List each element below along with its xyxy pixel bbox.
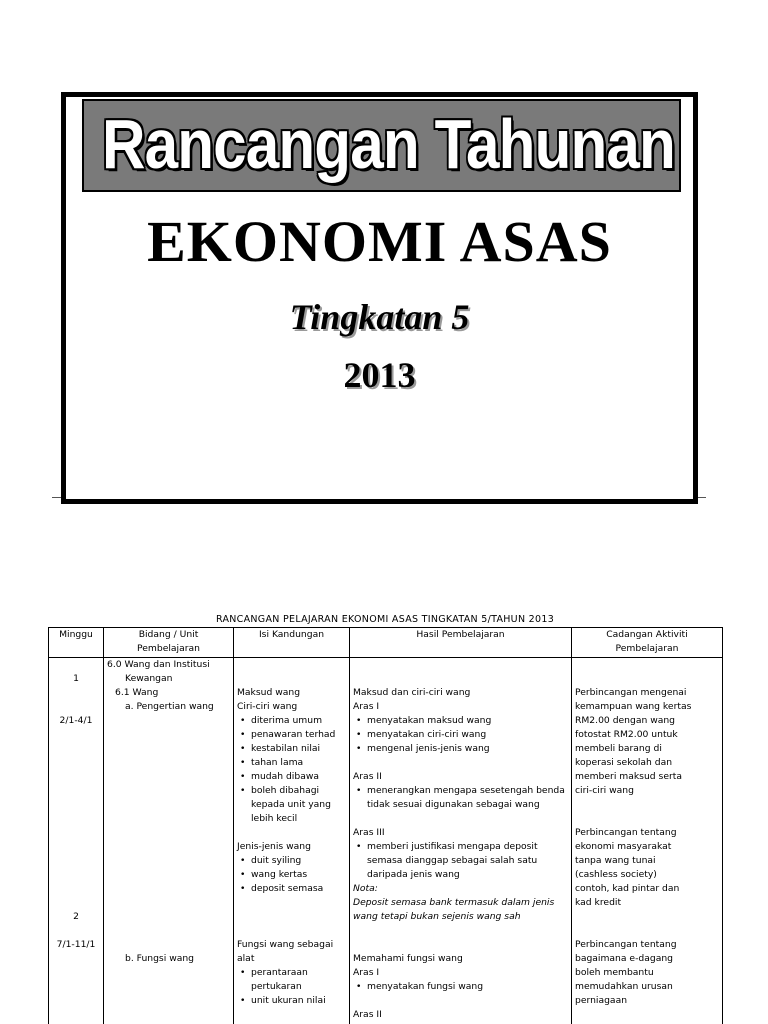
header-activity: Cadangan Aktiviti Pembelajaran <box>572 628 723 658</box>
table-row <box>49 658 723 1024</box>
week-dates: 2/1-4/1 <box>59 715 93 726</box>
note-label: Nota: <box>353 883 378 894</box>
week-number: 1 <box>73 673 79 684</box>
cell-activity: Perbincangan mengenai kemampuan wang kertas RM2.00 dengan wang fotostat RM2.00 untuk membeli barang di koperasi sekolah dan memberi maksud serta ciri-ciri wang Perbincangan tentang ekonomi masyarakat tanpa wang tunai (cashless society) contoh, kad pintar dan kad kredit Perbincangan tentang bagaimana e-dagang boleh membantu memudahkan urusan perniagaan <box>572 658 723 1024</box>
week-dates: 7/1-11/1 <box>56 939 96 950</box>
list-item: • menyatakan ciri-ciri wang <box>353 728 568 742</box>
lesson-plan-table <box>48 627 723 1024</box>
list-item: • menyatakan fungsi wang <box>353 980 568 994</box>
subject-title: EKONOMI ASAS <box>147 209 612 274</box>
cell-field: 6.0 Wang dan Institusi Kewangan 6.1 Wang a. Pengertian wang b. Fungsi wang <box>104 658 234 1024</box>
list-item: • diterima umum <box>237 714 346 728</box>
list-item: • kestabilan nilai <box>237 742 346 756</box>
table-caption: RANCANGAN PELAJARAN EKONOMI ASAS TINGKATAN 5/TAHUN 2013 <box>215 614 555 625</box>
week-number: 2 <box>73 911 79 922</box>
list-item: • tahan lama <box>237 756 346 770</box>
list-item: • deposit semasa <box>237 882 346 896</box>
list-item: • menyatakan maksud wang <box>353 714 568 728</box>
list-item: • duit syiling <box>237 854 346 868</box>
list-item: • unit ukuran nilai <box>237 994 346 1008</box>
form-level: Tingkatan 5 <box>289 297 470 337</box>
table-header-row <box>49 628 723 658</box>
subunit-title: 6.1 Wang <box>115 687 159 698</box>
unit-title: 6.0 Wang dan Institusi <box>107 659 210 670</box>
header-week: Minggu <box>49 628 104 658</box>
cell-week <box>49 658 104 1024</box>
list-item: • boleh dibahagi <box>237 784 346 798</box>
topic-a: a. Pengertian wang <box>125 701 214 712</box>
cell-outcome: Maksud dan ciri-ciri wang Aras I • menyatakan maksud wang • menyatakan ciri-ciri wang • mengenal jenis-jenis wang Aras II • menerangkan mengapa sesetengah benda tidak sesuai digunakan sebagai wang Aras III • memberi justifikasi mengapa deposit semasa dianggap sebagai salah satu daripada jenis wang Nota: Deposit semasa bank termasuk dalam jenis wang tetapi bukan sejenis wang sah Memahami fungsi wang Aras I • menyatakan fungsi wang Aras II <box>350 658 572 1024</box>
list-item: • penawaran terhad <box>237 728 346 742</box>
banner-title: Rancangan Tahunan <box>102 105 675 183</box>
list-item: • mengenal jenis-jenis wang <box>353 742 568 756</box>
cell-content: Maksud wang Ciri-ciri wang • diterima umum • penawaran terhad • kestabilan nilai • tahan lama • mudah dibawa • boleh dibahagi kepada unit yang lebih kecil Jenis-jenis wang • duit syiling • wang kertas • deposit semasa Fungsi wang sebagai alat • perantaraan pertukaran • unit ukuran nilai <box>234 658 350 1024</box>
cover-frame <box>61 92 698 504</box>
list-item: • mudah dibawa <box>237 770 346 784</box>
topic-b: b. Fungsi wang <box>125 953 194 964</box>
header-field: Bidang / Unit Pembelajaran <box>104 628 234 658</box>
header-outcome: Hasil Pembelajaran <box>350 628 572 658</box>
list-item: • perantaraan <box>237 966 346 980</box>
list-item: • wang kertas <box>237 868 346 882</box>
list-item: • menerangkan mengapa sesetengah benda <box>353 784 568 798</box>
list-item: • memberi justifikasi mengapa deposit <box>353 840 568 854</box>
header-content: Isi Kandungan <box>234 628 350 658</box>
cover-year: 2013 <box>343 355 416 395</box>
title-banner <box>82 99 681 192</box>
